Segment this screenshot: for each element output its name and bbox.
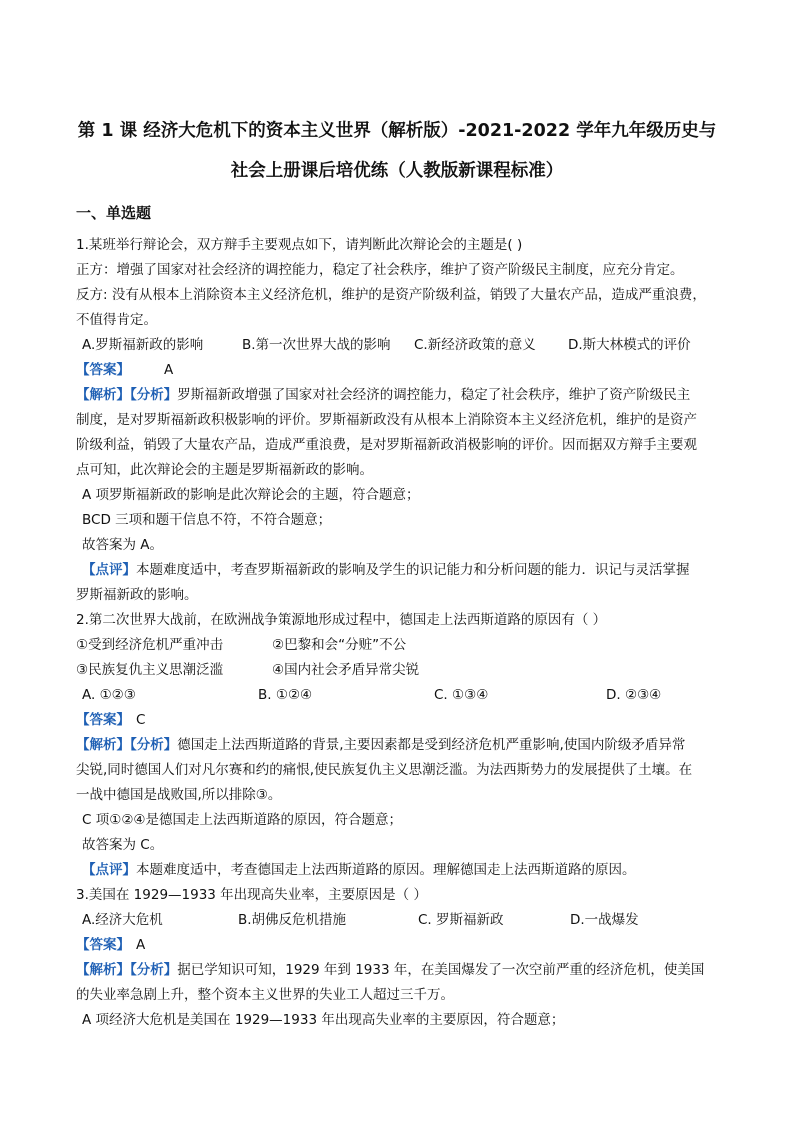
- q1-comment-text: 本题难度适中，考查罗斯福新政的影响及学生的识记能力和分析问题的能力．识记与灵活掌握: [136, 562, 690, 578]
- q2-answer: [76, 710, 721, 730]
- q3-option-c: C. 罗斯福新政: [418, 912, 504, 928]
- q1-option-b: B.第一次世界大战的影响: [242, 337, 391, 353]
- q1-pro-argument: 正方：增强了国家对社会经济的调控能力，稳定了社会秩序，维护了资产阶级民主制度，应充分肯定。: [76, 262, 684, 278]
- q1-option-d: D.斯大林模式的评价: [568, 337, 691, 353]
- q3-option-a: A.经济大危机: [82, 912, 163, 928]
- q2-stem: 2.第二次世界大战前，在欧洲战争策源地形成过程中，德国走上法西斯道路的原因有（ ）: [76, 612, 607, 628]
- q1-answer: [76, 360, 721, 380]
- q1-comment-line2: 罗斯福新政的影响。: [76, 587, 198, 603]
- q2-options: [82, 685, 727, 705]
- analysis-label: 【解析】: [76, 737, 130, 753]
- q3-note1: A 项经济大危机是美国在 1929—1933 年出现高失业率的主要原因，符合题意；: [82, 1012, 565, 1028]
- fenxi-label: 【分析】: [130, 962, 178, 978]
- q2-option-d: D. ②③④: [606, 687, 662, 703]
- document-title-line1: 第 1 课 经济大危机下的资本主义世界（解析版）-2021-2022 学年九年级历史与: [77, 121, 717, 141]
- q3-answer: [76, 935, 721, 955]
- q2-analysis-line1: [76, 735, 721, 755]
- q1-comment-line1: [82, 560, 727, 580]
- q2-option-a: A. ①②③: [82, 687, 136, 703]
- q1-options: [82, 335, 727, 355]
- section-heading: 一、单选题: [76, 204, 152, 222]
- q2-comment-line1: [82, 860, 727, 880]
- comment-label: 【点评】: [82, 562, 136, 578]
- q1-note2: BCD 三项和题干信息不符，不符合题意；: [82, 512, 332, 528]
- q1-analysis-text: 罗斯福新政增强了国家对社会经济的调控能力，稳定了社会秩序，维护了资产阶级民主: [177, 387, 691, 403]
- q3-stem: 3.美国在 1929—1933 年出现高失业率，主要原因是（ ）: [76, 887, 427, 903]
- answer-label: 【答案】: [76, 937, 130, 953]
- q2-note2: 故答案为 C。: [82, 837, 164, 853]
- q2-items-row2: [76, 660, 721, 680]
- q1-analysis-line1: [76, 385, 721, 405]
- q3-option-d: D.一战爆发: [570, 912, 639, 928]
- fenxi-label: 【分析】: [130, 387, 178, 403]
- q1-con-argument: 反方: 没有从根本上消除资本主义经济危机，维护的是资产阶级利益，销毁了大量农产品，造成严重浪费，: [76, 287, 706, 303]
- analysis-label: 【解析】: [76, 387, 130, 403]
- q2-analysis-line2: 尖锐,同时德国人们对凡尔赛和约的痛恨,使民族复仇主义思潮泛滥。为法西斯势力的发展提供了土壤。在: [76, 762, 693, 778]
- q1-con-argument-cont: 不值得肯定。: [76, 312, 157, 328]
- q1-answer-value: A: [164, 362, 174, 378]
- q1-analysis-line2: 制度，是对罗斯福新政积极影响的评价。罗斯福新政没有从根本上消除资本主义经济危机，维护的是资产: [76, 412, 697, 428]
- q2-analysis-text: 德国走上法西斯道路的背景,主要因素都是受到经济危机严重影响,使国内阶级矛盾异常: [177, 737, 686, 753]
- q2-item-3: ③民族复仇主义思潮泛滥: [76, 662, 224, 678]
- q3-options: [82, 910, 727, 930]
- q2-note1: C 项①②④是德国走上法西斯道路的原因，符合题意；: [82, 812, 403, 828]
- q1-note1: A 项罗斯福新政的影响是此次辩论会的主题，符合题意；: [82, 487, 420, 503]
- q2-analysis-line3: 一战中德国是战败国,所以排除③。: [76, 787, 282, 803]
- analysis-label: 【解析】: [76, 962, 130, 978]
- fenxi-label: 【分析】: [130, 737, 178, 753]
- q2-comment-text: 本题难度适中，考查德国走上法西斯道路的原因。理解德国走上法西斯道路的原因。: [136, 862, 636, 878]
- q1-option-c: C.新经济政策的意义: [414, 337, 536, 353]
- comment-label: 【点评】: [82, 862, 136, 878]
- q2-item-4: ④国内社会矛盾异常尖锐: [272, 662, 420, 678]
- q1-analysis-line4: 点可知，此次辩论会的主题是罗斯福新政的影响。: [76, 462, 373, 478]
- q3-answer-value: A: [136, 937, 146, 953]
- q2-item-2: ②巴黎和会“分赃”不公: [272, 637, 407, 653]
- q2-item-1: ①受到经济危机严重冲击: [76, 637, 224, 653]
- q1-note3: 故答案为 A。: [82, 537, 164, 553]
- q2-items-row1: [76, 635, 721, 655]
- q3-option-b: B.胡佛反危机措施: [238, 912, 347, 928]
- document-title-line2: 社会上册课后培优练（人教版新课程标准）: [230, 161, 564, 181]
- q1-option-a: A.罗斯福新政的影响: [82, 337, 204, 353]
- q1-analysis-line3: 阶级利益，销毁了大量农产品，造成严重浪费，是对罗斯福新政消极影响的评价。因而据双方辩手主要观: [76, 437, 697, 453]
- q2-answer-value: C: [136, 712, 146, 728]
- q3-analysis-line2: 的失业率急剧上升，整个资本主义世界的失业工人超过三千万。: [76, 987, 454, 1003]
- q3-analysis-line1: [76, 960, 721, 980]
- q1-stem: 1.某班举行辩论会，双方辩手主要观点如下，请判断此次辩论会的主题是( ): [76, 237, 523, 253]
- q2-option-b: B. ①②④: [258, 687, 313, 703]
- q3-analysis-text: 据已学知识可知，1929 年到 1933 年，在美国爆发了一次空前严重的经济危机，使美国: [177, 962, 705, 978]
- answer-label: 【答案】: [76, 712, 130, 728]
- answer-label: 【答案】: [76, 362, 130, 378]
- q2-option-c: C. ①③④: [434, 687, 489, 703]
